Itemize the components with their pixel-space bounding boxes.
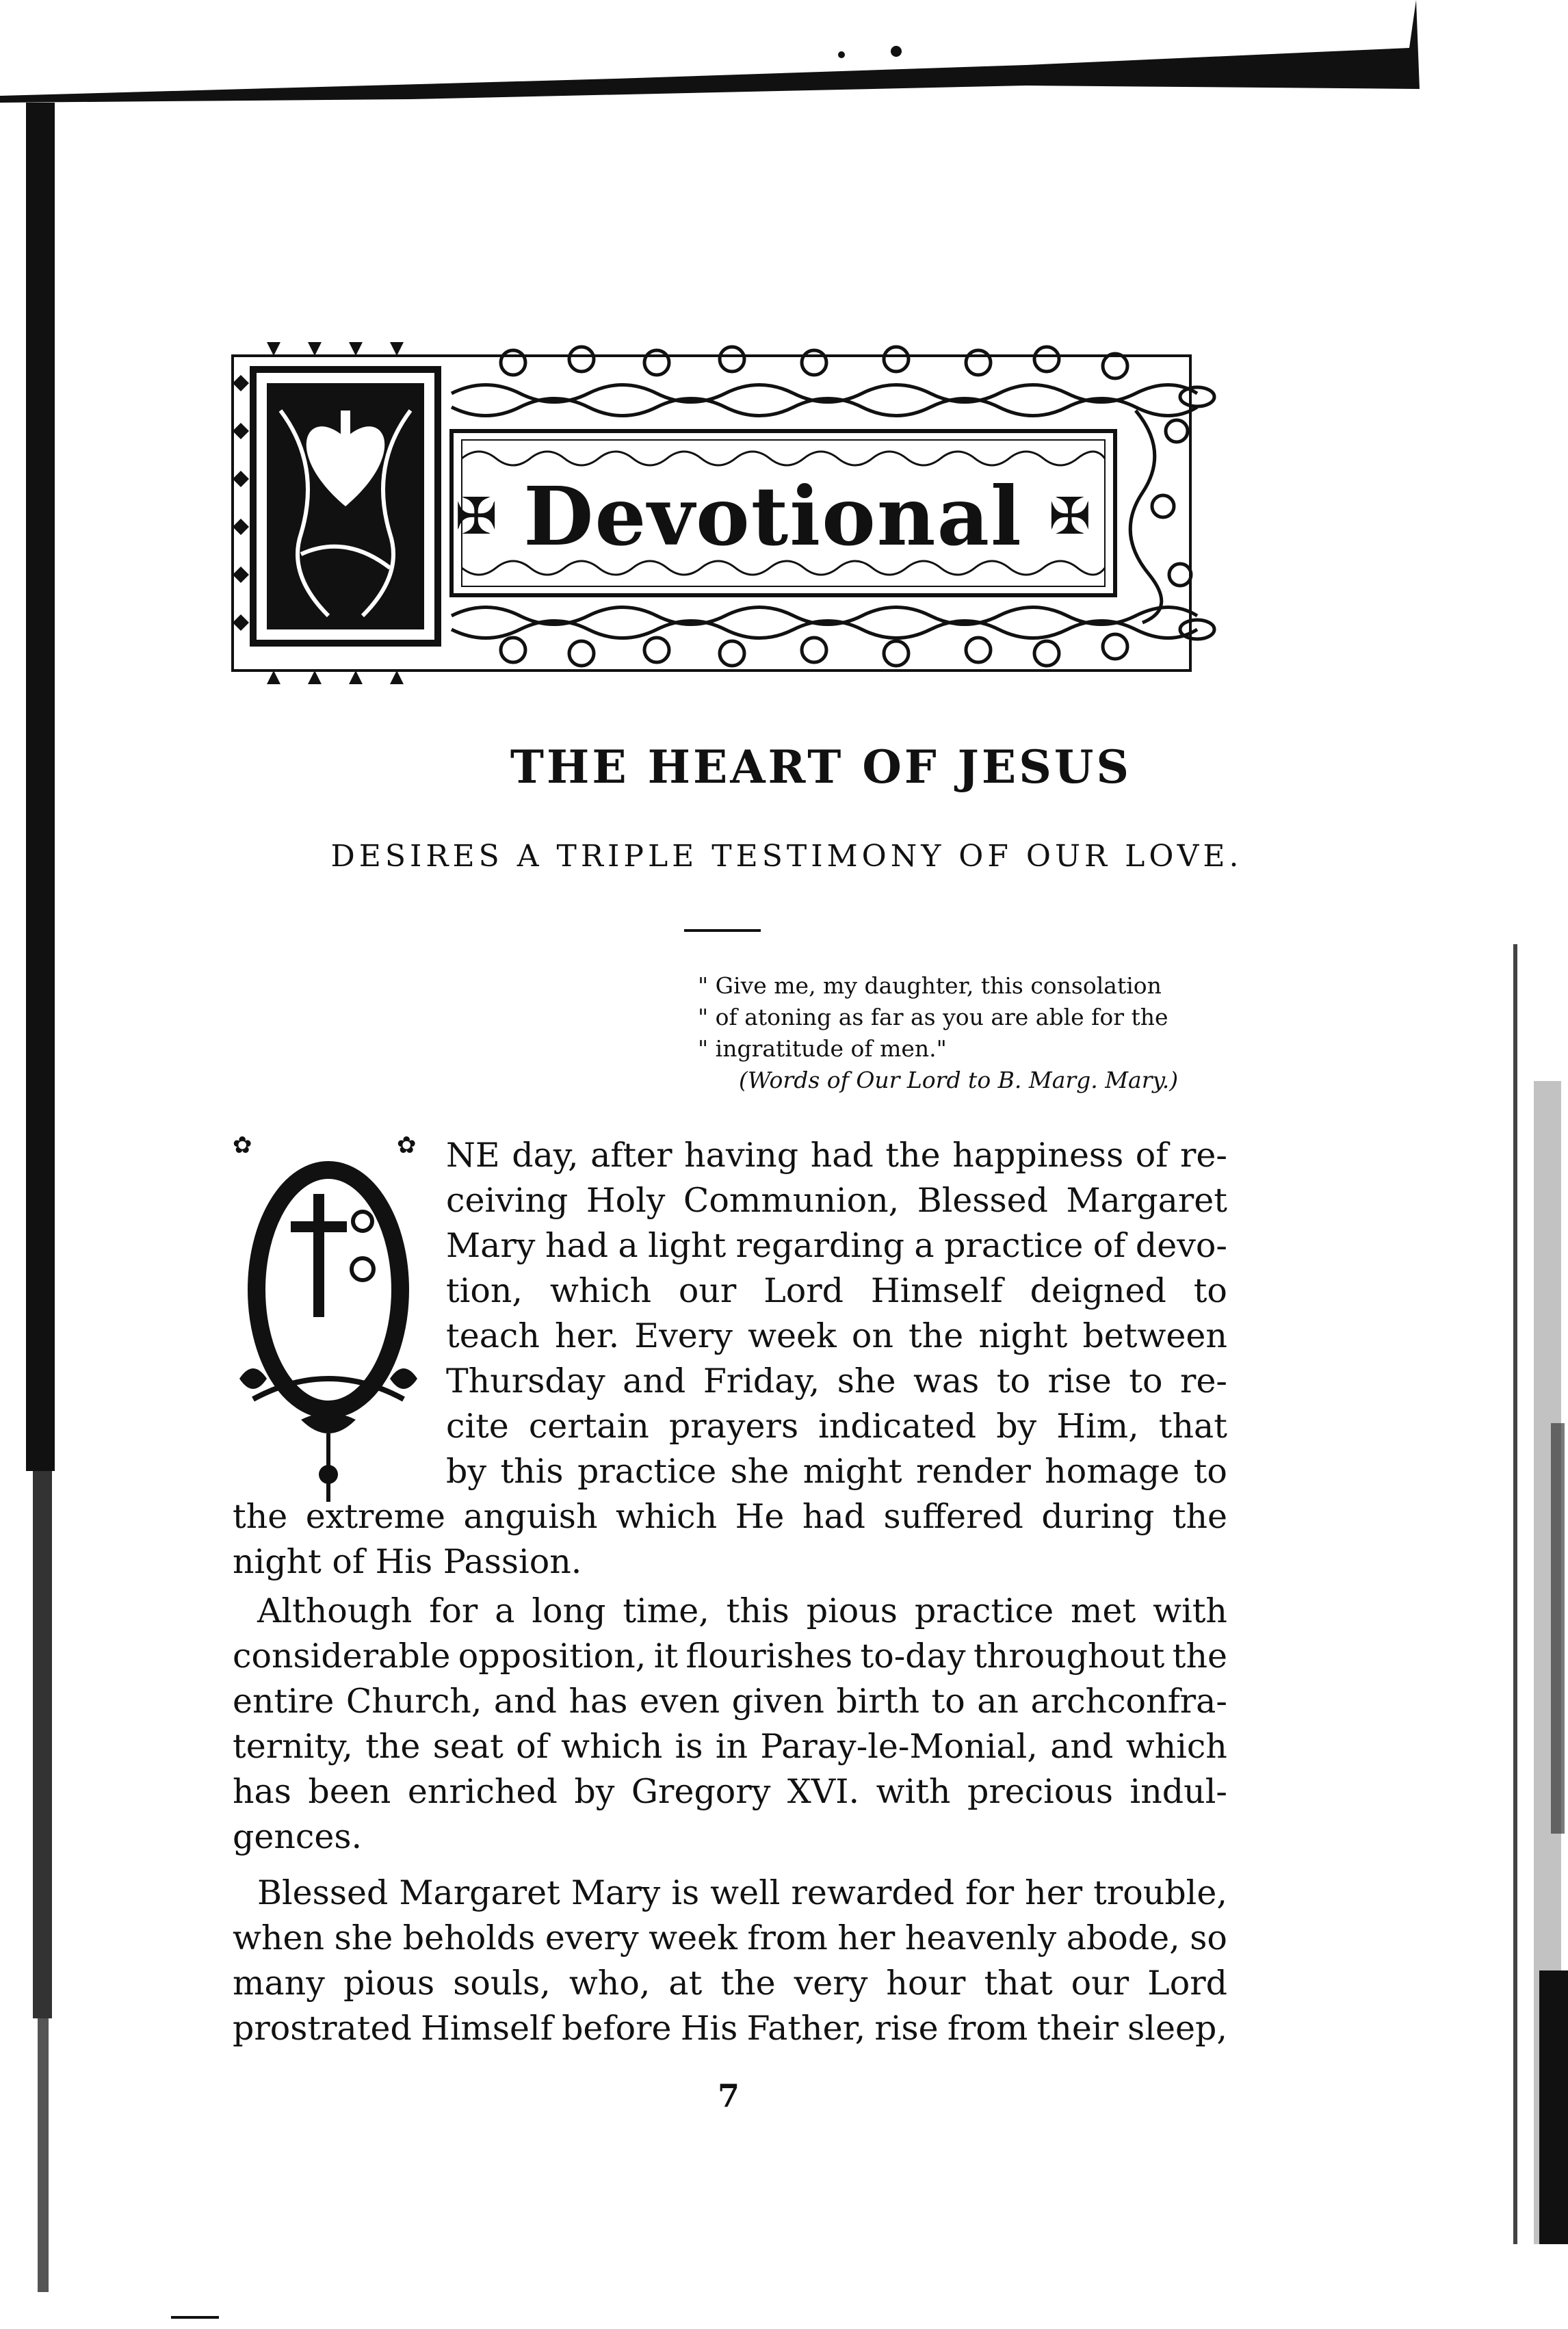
paragraph-3 xyxy=(233,1871,1227,2051)
text-line: gences. xyxy=(233,1817,363,1856)
svg-text:✿: ✿ xyxy=(397,1132,417,1159)
divider-rule xyxy=(684,929,761,932)
text-line: Thursday and Friday, she was to rise to re- xyxy=(446,1362,1227,1401)
text-line: entire Church, and has even given birth to an archconfra- xyxy=(233,1682,1227,1721)
maltese-cross-right-icon: ✠ xyxy=(1048,487,1091,546)
paragraph-1-continued xyxy=(233,1494,1227,1585)
text-line: when she beholds every week from her heavenly abode, so xyxy=(233,1918,1227,1957)
text-line: NE day, after having had the happiness of re- xyxy=(446,1136,1227,1175)
scan-bottom-mark xyxy=(171,2316,219,2319)
text-line: ceiving Holy Communion, Blessed Margaret xyxy=(446,1181,1227,1220)
text-line: ternity, the seat of which is in Paray-le-Monial, and which xyxy=(233,1727,1227,1766)
epigraph-line: " of atoning as far as you are able for the xyxy=(698,1004,1168,1030)
text-line: tion, which our Lord Himself deigned to xyxy=(446,1271,1227,1310)
svg-text:✿: ✿ xyxy=(233,1132,252,1159)
banner-title xyxy=(452,458,1095,575)
drop-cap-letter: O xyxy=(308,1291,309,1292)
epigraph xyxy=(698,970,1300,1096)
text-line: considerable opposition, it flourishes to-day throughout the xyxy=(233,1637,1227,1676)
text-line: Blessed Margaret Mary is well rewarded for her trouble, xyxy=(257,1873,1227,1912)
paragraph-1-indented xyxy=(446,1133,1227,1494)
epigraph-source: (Words of Our Lord to B. Marg. Mary.) xyxy=(739,1067,1179,1093)
text-line: prostrated Himself before His Father, rise from their sleep, xyxy=(233,2009,1227,2048)
banner-title-text: Devotional xyxy=(523,469,1023,564)
epigraph-line: " ingratitude of men." xyxy=(698,1035,947,1062)
text-line: Mary had a light regarding a practice of devo- xyxy=(446,1226,1227,1265)
scan-left-edge xyxy=(0,103,62,2329)
text-line: the extreme anguish which He had suffered during the xyxy=(233,1497,1227,1536)
text-line: cite certain prayers indicated by Him, that xyxy=(446,1407,1227,1446)
scan-right-edge xyxy=(1459,944,1568,2244)
text-line: many pious souls, who, at the very hour that our Lord xyxy=(233,1964,1227,2003)
text-line: teach her. Every week on the night between xyxy=(446,1316,1227,1355)
maltese-cross-left-icon: ✠ xyxy=(455,487,498,546)
text-line: Although for a long time, this pious practice met with xyxy=(257,1591,1227,1630)
article-subheading: DESIRES A TRIPLE TESTIMONY OF OUR LOVE. xyxy=(330,839,1243,874)
text-line: has been enriched by Gregory XVI. with precious indul- xyxy=(233,1772,1227,1811)
scan-top-edge xyxy=(0,0,1568,103)
epigraph-line: " Give me, my daughter, this consolation xyxy=(698,972,1162,999)
drop-cap-ornament xyxy=(226,1132,431,1515)
article-heading: THE HEART OF JESUS xyxy=(510,740,1132,794)
text-line: night of His Passion. xyxy=(233,1542,582,1581)
text-line: by this practice she might render homage to xyxy=(446,1452,1227,1491)
paragraph-2 xyxy=(233,1589,1227,1860)
page-number: 7 xyxy=(717,2077,740,2114)
